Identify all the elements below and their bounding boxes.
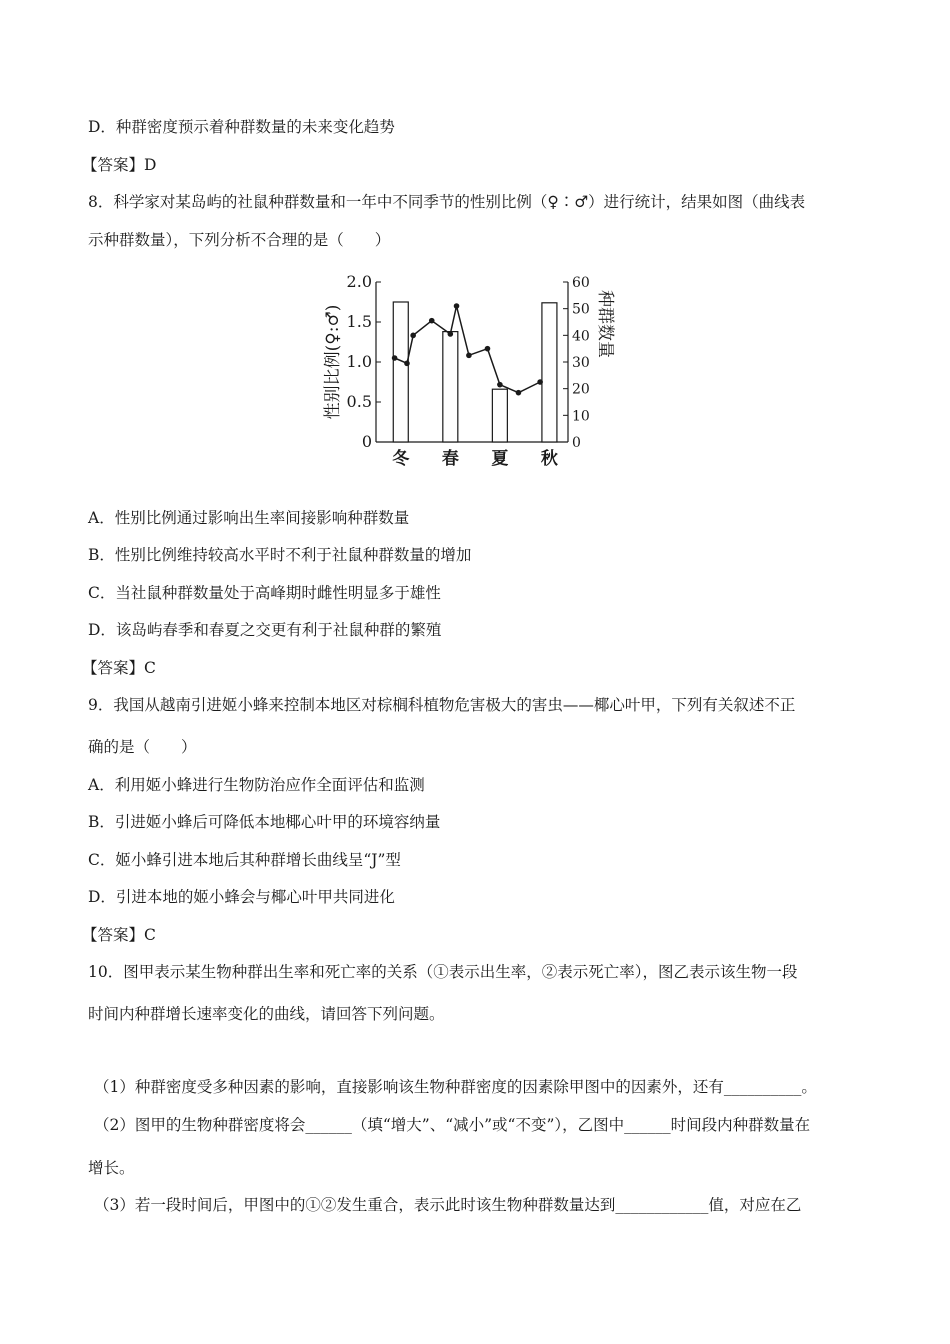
answer-line: 【答案】C (82, 659, 156, 677)
text-line: （2）图甲的生物种群密度将会______（填“增大”、“减小”或“不变”），乙图中______时间段内种群数量在 (94, 1116, 811, 1134)
right-tick-label: 20 (572, 381, 590, 398)
text-line: 示种群数量），下列分析不合理的是（ ） (88, 231, 391, 249)
category-label: 冬 (392, 449, 410, 469)
text-line: （3）若一段时间后，甲图中的①②发生重合，表示此时该生物种群数量达到____________值，对应在乙 (94, 1196, 802, 1214)
text-line: D．种群密度预示着种群数量的未来变化趋势 (88, 118, 395, 136)
text-line: 8．科学家对某岛屿的社鼠种群数量和一年中不同季节的性别比例（♀∶♂）进行统计，结果如图（曲线表 (88, 193, 806, 211)
right-tick-label: 40 (572, 328, 590, 345)
sex-ratio-population-chart (318, 268, 615, 478)
text-line: （1）种群密度受多种因素的影响，直接影响该生物种群密度的因素除甲图中的因素外，还有__________。 (94, 1078, 817, 1096)
text-line: A．利用姬小蜂进行生物防治应作全面评估和监测 (88, 776, 425, 794)
population-point (497, 382, 503, 388)
left-tick-label: 1.5 (346, 312, 372, 331)
right-tick-label: 0 (572, 435, 581, 451)
text-line: C．姬小蜂引进本地后其种群增长曲线呈“J”型 (88, 851, 401, 869)
text-line: B．引进姬小蜂后可降低本地椰心叶甲的环境容纳量 (88, 813, 441, 831)
text-line: C．当社鼠种群数量处于高峰期时雌性明显多于雄性 (88, 584, 441, 602)
population-point (392, 355, 398, 361)
right-tick-label: 10 (572, 408, 590, 425)
bar-秋 (542, 303, 557, 442)
left-tick-label: 0.5 (346, 392, 372, 411)
text-line: 时间内种群增长速率变化的曲线，请回答下列问题。 (88, 1005, 445, 1023)
right-tick-label: 30 (572, 355, 590, 371)
answer-line: 【答案】D (82, 156, 157, 174)
population-point (537, 379, 543, 385)
text-line: B．性别比例维持较高水平时不利于社鼠种群数量的增加 (88, 546, 472, 564)
population-line (395, 306, 540, 393)
bar-夏 (492, 389, 507, 442)
population-point (516, 390, 522, 396)
population-point (410, 333, 416, 339)
left-tick-label: 2.0 (346, 272, 372, 291)
answer-line: 【答案】C (82, 926, 156, 944)
text-line: A．性别比例通过影响出生率间接影响种群数量 (88, 509, 410, 527)
bar-春 (443, 332, 458, 442)
text-line: D．引进本地的姬小蜂会与椰心叶甲共同进化 (88, 888, 395, 906)
text-line: D．该岛屿春季和春夏之交更有利于社鼠种群的繁殖 (88, 621, 442, 639)
population-point (448, 331, 454, 337)
right-axis-title: 种群数量 (595, 290, 615, 358)
left-tick-label: 1.0 (346, 352, 372, 371)
left-axis-title: 性别比例(♀:♂) (323, 304, 343, 420)
population-point (466, 353, 472, 359)
right-tick-label: 60 (572, 275, 590, 291)
right-tick-label: 50 (572, 301, 590, 318)
text-line: 9．我国从越南引进姬小蜂来控制本地区对棕榈科植物危害极大的害虫——椰心叶甲，下列有关叙述不正 (88, 696, 796, 714)
text-line: 确的是（ ） (88, 738, 197, 756)
left-tick-label: 0 (361, 432, 372, 451)
category-label: 秋 (540, 449, 558, 469)
population-point (404, 361, 410, 367)
population-point (485, 346, 491, 352)
population-point (454, 303, 460, 309)
category-label: 夏 (491, 449, 509, 469)
text-line: 增长。 (88, 1159, 135, 1177)
population-point (429, 318, 435, 324)
text-line: 10．图甲表示某生物种群出生率和死亡率的关系（①表示出生率，②表示死亡率），图乙表示该生物一段 (88, 963, 798, 981)
category-label: 春 (441, 449, 459, 469)
bar-冬 (393, 302, 408, 442)
